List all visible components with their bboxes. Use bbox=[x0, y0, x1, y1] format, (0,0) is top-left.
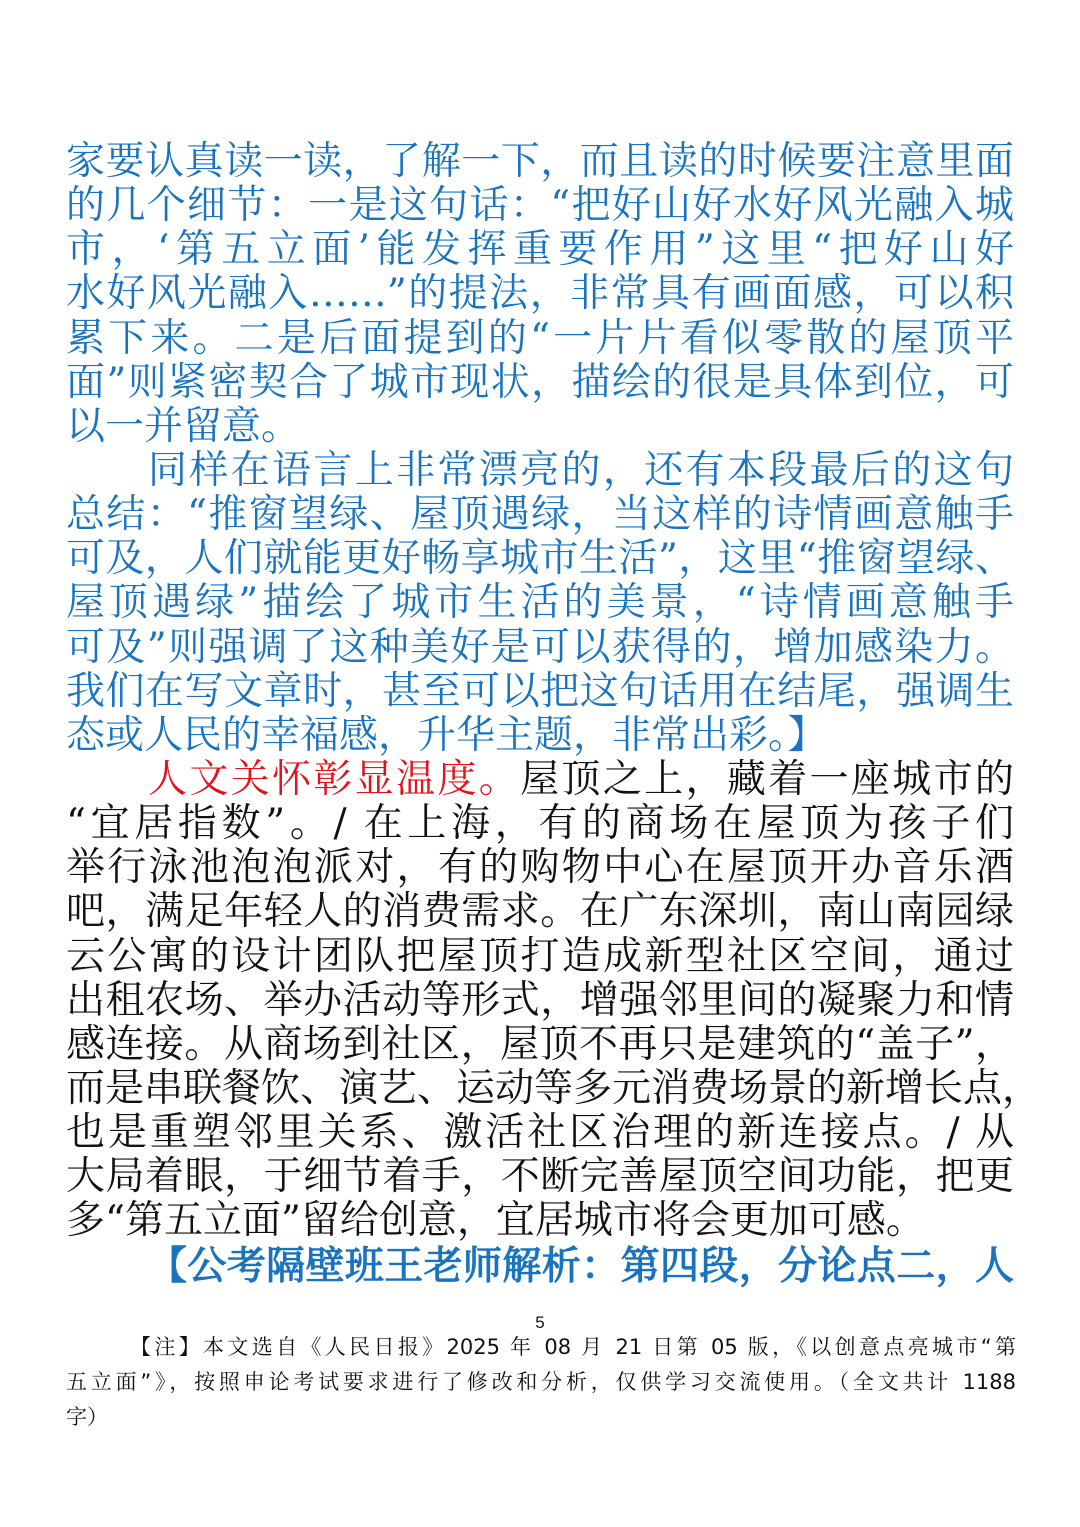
text-line: 累下来。二是后面提到的“一片片看似零散的屋顶平 bbox=[66, 315, 1014, 361]
text-line: “宜居指数”。/ 在上海，有的商场在屋顶为孩子们 bbox=[66, 801, 1014, 847]
text-line: 水好风光融入……”的提法，非常具有画面感，可以积 bbox=[66, 271, 1014, 317]
heading-line-rest: 屋顶之上，藏着一座城市的 bbox=[520, 756, 1014, 802]
text-line: 市，‘第五立面’能发挥重要作用”这里“把好山好 bbox=[66, 227, 1014, 273]
analysis-paragraph-1 bbox=[66, 140, 1014, 449]
text-line: 感连接。从商场到社区，屋顶不再只是建筑的“盖子”， bbox=[66, 1021, 1014, 1067]
text-line: 可及”则强调了这种美好是可以获得的，增加感染力。 bbox=[66, 624, 1014, 670]
text-line: 家要认真读一读，了解一下，而且读的时候要注意里面 bbox=[66, 139, 1014, 184]
text-line bbox=[66, 758, 1014, 802]
text-line: 【公考隔壁班王老师解析：第四段，分论点二，人 bbox=[148, 1242, 1014, 1289]
note-line: 【注】本文选自《人民日报》2025 年 08 月 21 日第 05 版，《以创意点亮城市“第 bbox=[130, 1335, 1016, 1359]
text-line: 可及，人们就能更好畅享城市生活”，这里“推窗望绿、 bbox=[66, 536, 1014, 582]
source-note bbox=[66, 1330, 1016, 1435]
text-line: 也是重塑邻里关系、激活社区治理的新连接点。/ 从 bbox=[66, 1110, 1014, 1156]
text-line: 而是串联餐饮、演艺、运动等多元消费场景的新增长点， bbox=[66, 1065, 1042, 1111]
analysis-paragraph-3 bbox=[66, 1244, 1014, 1288]
text-line: 大局着眼，于细节着手，不断完善屋顶空间功能，把更 bbox=[66, 1154, 1014, 1200]
text-line: 同样在语言上非常漂亮的，还有本段最后的这句 bbox=[148, 447, 1014, 493]
analysis-paragraph-2 bbox=[66, 449, 1014, 758]
text-line: 面”则紧密契合了城市现状，描绘的很是具体到位，可 bbox=[66, 359, 1014, 405]
note-line: 字） bbox=[66, 1405, 108, 1429]
text-line: 的几个细节：一是这句话：“把好山好水好风光融入城 bbox=[66, 183, 1014, 229]
text-line: 总结：“推窗望绿、屋顶遇绿，当这样的诗情画意触手 bbox=[66, 492, 1014, 538]
article-body bbox=[66, 139, 1042, 1289]
text-line: 屋顶遇绿”描绘了城市生活的美景，“诗情画意触手 bbox=[66, 580, 1014, 626]
text-line: 云公寓的设计团队把屋顶打造成新型社区空间，通过 bbox=[66, 933, 1014, 979]
text-line: 吧，满足年轻人的消费需求。在广东深圳，南山南园绿 bbox=[66, 889, 1014, 935]
text-line: 以一并留意。 bbox=[66, 403, 301, 449]
sub-point-heading: 人文关怀彰显温度。 bbox=[148, 756, 521, 802]
note-line: 五立面”》，按照申论考试要求进行了修改和分析，仅供学习交流使用。（全文共计 1188 bbox=[66, 1370, 1016, 1394]
text-line: 出租农场、举办活动等形式，增强邻里间的凝聚力和情 bbox=[66, 977, 1014, 1023]
text-line: 多“第五立面”留给创意，宜居城市将会更加可感。 bbox=[66, 1198, 925, 1244]
text-line: 我们在写文章时，甚至可以把这句话用在结尾，强调生 bbox=[66, 668, 1014, 714]
body-paragraph-4 bbox=[66, 756, 1042, 1244]
page-number: 5 bbox=[535, 1313, 545, 1332]
text-line: 举行泳池泡泡派对，有的购物中心在屋顶开办音乐酒 bbox=[66, 845, 1014, 891]
text-line: 态或人民的幸福感，升华主题，非常出彩。】 bbox=[66, 712, 827, 758]
